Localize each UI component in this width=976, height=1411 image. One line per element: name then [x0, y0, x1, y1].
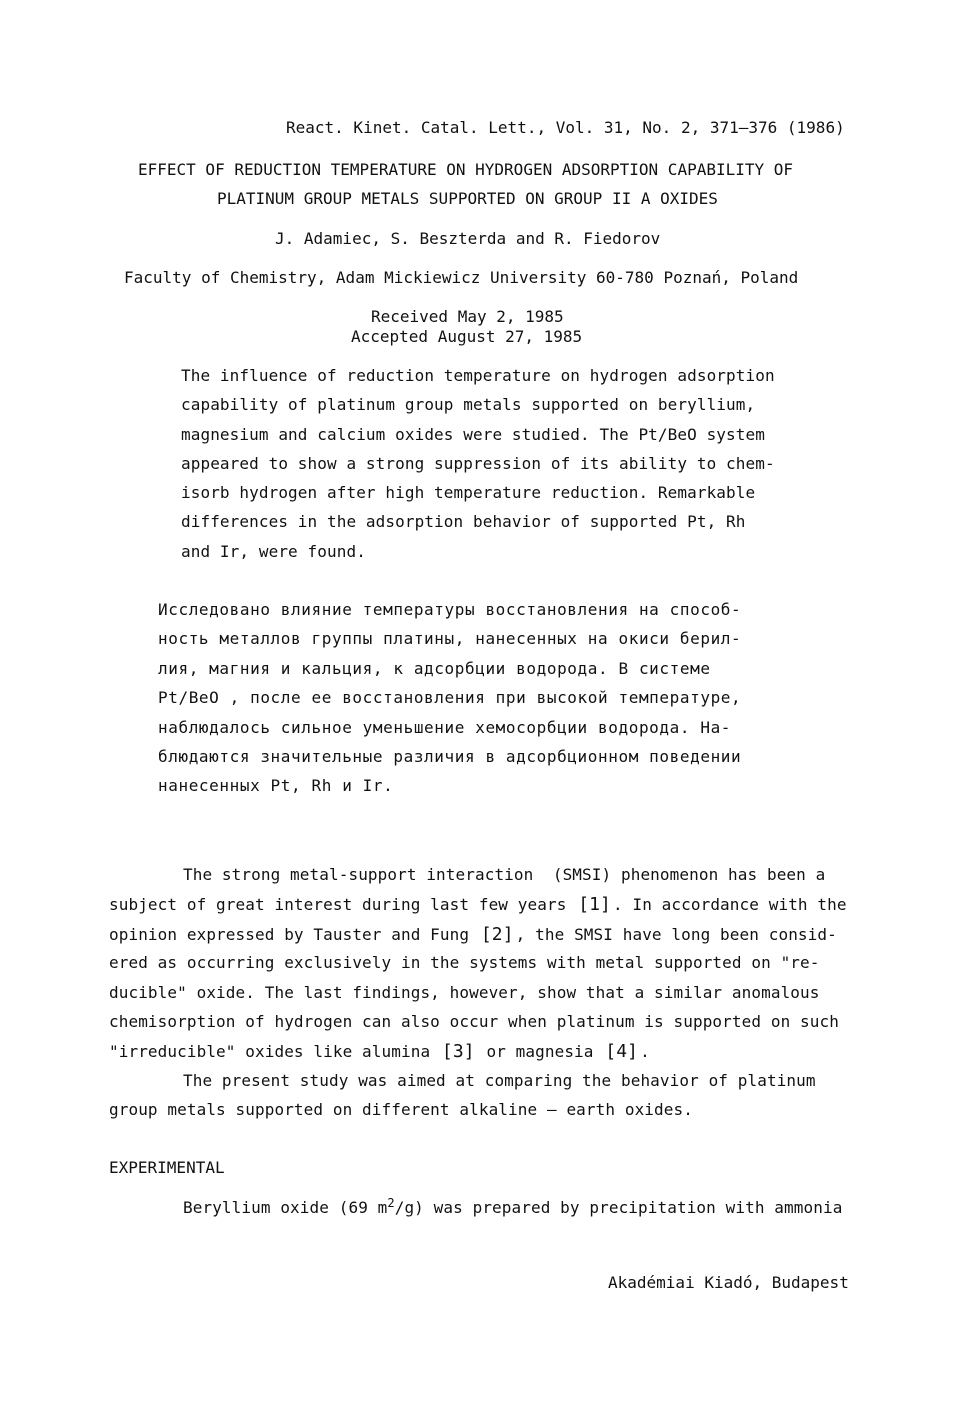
superscript: 2 [387, 1196, 395, 1210]
title-line-1: EFFECT OF REDUCTION TEMPERATURE ON HYDROGEN ADSORPTION CAPABILITY OF [138, 160, 794, 179]
intro-line: The strong metal-support interaction (SMSI) phenomenon has been a [183, 865, 826, 884]
intro-text: subject of great interest during last few years [109, 895, 577, 914]
journal-citation: React. Kinet. Catal. Lett., Vol. 31, No. 2, 371–376 (1986) [286, 118, 845, 137]
intro-text: . In accordance with the [613, 895, 847, 914]
abstract-en-line: capability of platinum group metals supported on beryllium, [181, 395, 756, 414]
reference-link-3[interactable]: [3] [441, 1041, 475, 1062]
reference-link-1[interactable]: [1] [578, 894, 611, 915]
intro-line: group metals supported on different alkaline — earth oxides. [109, 1100, 693, 1119]
intro-line [109, 894, 847, 915]
experimental-text: /g) was prepared by precipitation with ammonia [394, 1198, 843, 1217]
intro-text: opinion expressed by Tauster and Fung [109, 925, 479, 944]
intro-line: ered as occurring exclusively in the systems with metal supported on "re- [109, 953, 820, 972]
abstract-ru-line: Pt/BeO , после ее восстановления при высокой температуре, [158, 688, 742, 707]
intro-line [109, 1041, 650, 1062]
experimental-text: Beryllium oxide (69 m [183, 1198, 388, 1217]
accepted-date: Accepted August 27, 1985 [351, 327, 583, 346]
abstract-ru-line: ность металлов группы платины, нанесенных на окиси берил- [158, 629, 742, 648]
abstract-ru-line: лия, магния и кальция, к адсорбции водорода. В системе [158, 659, 711, 678]
publisher-footer: Akadémiai Kiadó, Budapest [608, 1273, 849, 1292]
abstract-en-line: differences in the adsorption behavior of supported Pt, Rh [181, 512, 746, 531]
intro-text: or magnesia [476, 1042, 604, 1061]
title-line-2: PLATINUM GROUP METALS SUPPORTED ON GROUP II A OXIDES [217, 189, 718, 208]
intro-line [109, 924, 837, 945]
intro-text: , the SMSI have long been consid- [515, 925, 837, 944]
reference-link-2[interactable]: [2] [480, 924, 514, 945]
abstract-en-line: and Ir, were found. [181, 542, 366, 561]
abstract-ru-line: блюдаются значительные различия в адсорбционном поведении [158, 747, 742, 766]
intro-text: . [640, 1042, 650, 1061]
abstract-en-line: magnesium and calcium oxides were studied. The Pt/BeO system [181, 425, 765, 444]
abstract-en-line: appeared to show a strong suppression of its ability to chem- [181, 454, 775, 473]
intro-text: "irreducible" oxides like alumina [109, 1042, 440, 1061]
section-heading-experimental: EXPERIMENTAL [109, 1158, 225, 1177]
abstract-ru-line: наблюдалось сильное уменьшение хемосорбции водорода. На- [158, 718, 732, 737]
intro-line: chemisorption of hydrogen can also occur when platinum is supported on such [109, 1012, 839, 1031]
affiliation: Faculty of Chemistry, Adam Mickiewicz University 60-780 Poznań, Poland [124, 268, 799, 287]
authors: J. Adamiec, S. Beszterda and R. Fiedorov [275, 229, 661, 248]
abstract-ru-line: Исследовано влияние температуры восстановления на способ- [158, 600, 742, 619]
abstract-en-line: isorb hydrogen after high temperature reduction. Remarkable [181, 483, 756, 502]
intro-line: The present study was aimed at comparing the behavior of platinum [183, 1071, 816, 1090]
experimental-line [183, 1198, 842, 1217]
received-date: Received May 2, 1985 [371, 307, 564, 326]
reference-link-4[interactable]: [4] [605, 1041, 639, 1062]
abstract-ru-line: нанесенных Pt, Rh и Ir. [158, 776, 394, 795]
abstract-en-line: The influence of reduction temperature on hydrogen adsorption [181, 366, 775, 385]
intro-line: ducible" oxide. The last findings, however, show that a similar anomalous [109, 983, 820, 1002]
